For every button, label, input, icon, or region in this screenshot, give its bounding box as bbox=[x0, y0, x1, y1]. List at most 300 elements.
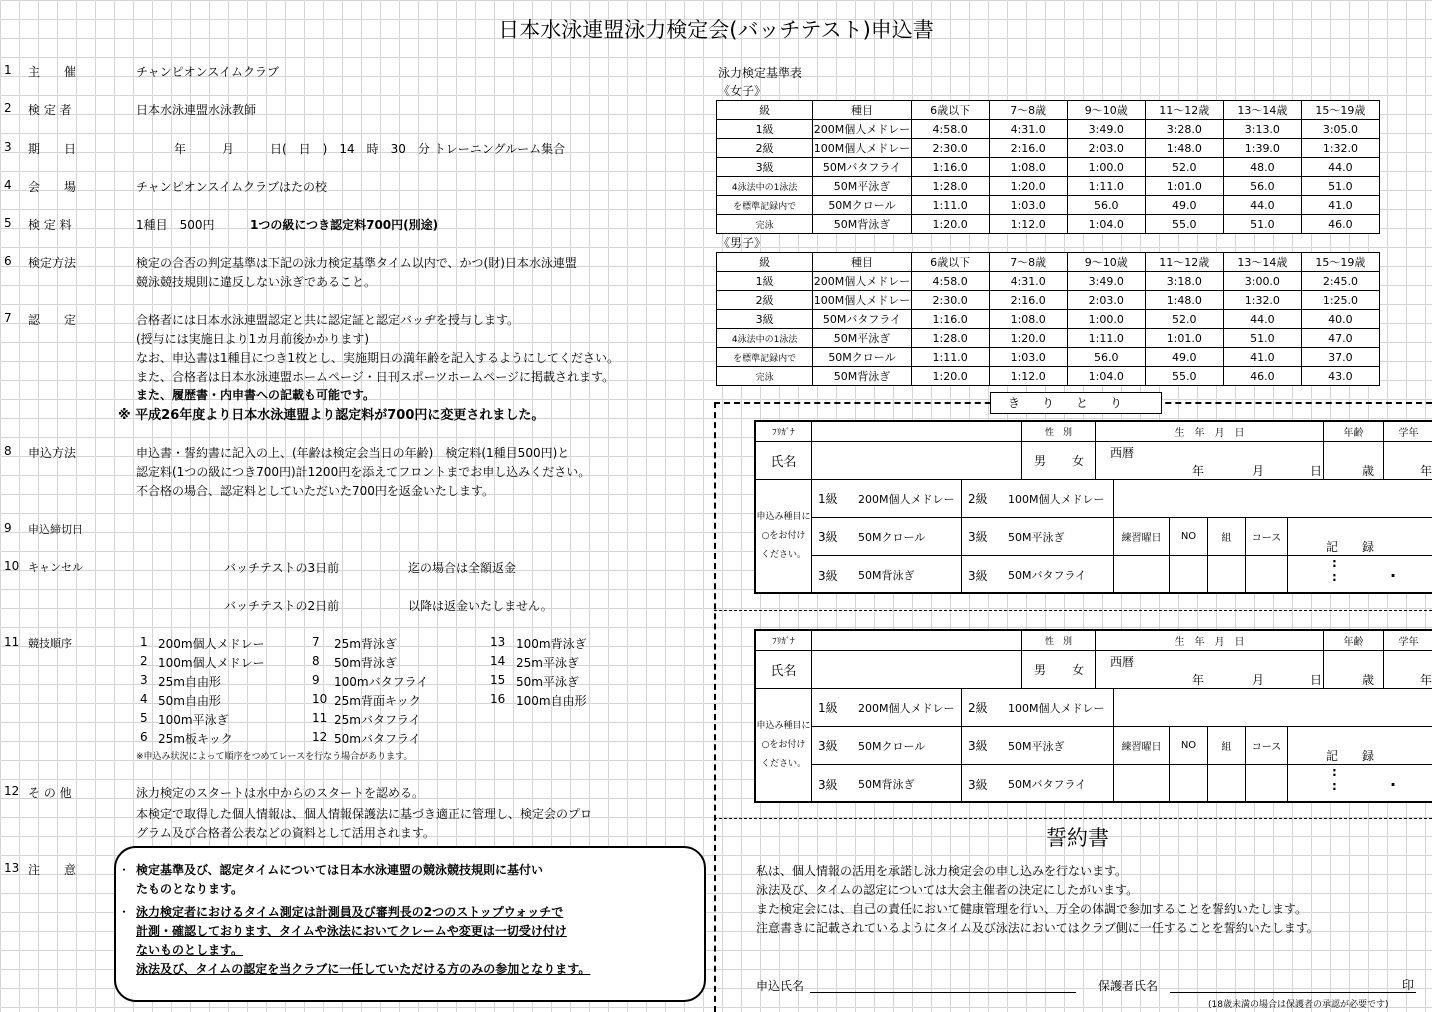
item-number: 3 bbox=[4, 140, 12, 154]
name-label: 氏名 bbox=[756, 442, 812, 480]
race-number: 3 bbox=[140, 673, 148, 687]
cancel-timing: バッチテストの3日前 bbox=[224, 561, 340, 575]
table-row bbox=[717, 177, 1380, 196]
time-cell: 4:31.0 bbox=[989, 120, 1067, 139]
blank-area bbox=[1114, 689, 1432, 727]
event-option[interactable] bbox=[962, 727, 1114, 765]
time-cell: 52.0 bbox=[1145, 310, 1223, 329]
apply-line: 申込書・誓約書に記入の上、(年齢は検定会当日の年齢) 検定料(1種目500円)と bbox=[136, 446, 570, 460]
name-field[interactable] bbox=[812, 651, 1022, 689]
table-header: 15～19歳 bbox=[1301, 253, 1379, 272]
time-cell: 44.0 bbox=[1223, 310, 1301, 329]
table-header: 級 bbox=[717, 101, 813, 120]
table-row bbox=[717, 310, 1380, 329]
applicant-name-field[interactable] bbox=[810, 976, 1076, 993]
application-form bbox=[754, 420, 1432, 594]
table-header: 9～10歳 bbox=[1067, 101, 1145, 120]
caution-line: 検定基準及び、認定タイムについては日本水泳連盟の競泳競技規則に基付い bbox=[136, 863, 544, 877]
item-label: 注 意 bbox=[28, 863, 77, 877]
race-number: 2 bbox=[140, 654, 148, 668]
event-name: 200M個人メドレー bbox=[858, 701, 955, 715]
group-field[interactable] bbox=[1208, 556, 1246, 592]
time-cell: 1:28.0 bbox=[911, 177, 989, 196]
time-cell: 1:20.0 bbox=[911, 367, 989, 386]
time-cell: 1:11.0 bbox=[911, 196, 989, 215]
fee-value: 1種目 500円 bbox=[136, 218, 215, 232]
race-event: 100m背泳ぎ bbox=[516, 637, 587, 651]
item-label: 検定方法 bbox=[28, 256, 77, 270]
fee-change-notice: ※ 平成26年度より日本水泳連盟より認定料が700円に変更されました。 bbox=[118, 408, 545, 423]
time-cell: 52.0 bbox=[1145, 158, 1223, 177]
time-cell: 2:03.0 bbox=[1067, 291, 1145, 310]
age-field[interactable] bbox=[1324, 651, 1384, 689]
table-row bbox=[717, 329, 1380, 348]
race-number: 15 bbox=[490, 673, 506, 687]
event-cell: 100M個人メドレー bbox=[813, 139, 911, 158]
item-number: 4 bbox=[4, 178, 12, 192]
event-option[interactable] bbox=[812, 480, 962, 518]
time-cell: 49.0 bbox=[1145, 196, 1223, 215]
table-row bbox=[717, 139, 1380, 158]
event-grade: 3級 bbox=[818, 777, 838, 792]
item-number: 8 bbox=[4, 444, 12, 458]
caution-line: 計測・確認しております、タイムや泳法においてクレームや変更は一切受け付け bbox=[136, 924, 567, 938]
grade-header: 学年 bbox=[1384, 631, 1432, 651]
event-option[interactable] bbox=[812, 727, 962, 765]
caution-line: ないものとします。 bbox=[136, 943, 244, 957]
time-cell: 1:16.0 bbox=[911, 310, 989, 329]
time-cell: 1:00.0 bbox=[1067, 310, 1145, 329]
method-line: 競泳競技規則に違反しない泳ぎであること。 bbox=[136, 275, 377, 289]
caution-line: 泳法及び、タイムの認定を当クラブに一任していただける方のみの参加となります。 bbox=[136, 962, 591, 976]
practice-day-field[interactable] bbox=[1114, 556, 1170, 592]
item-number: 1 bbox=[4, 63, 12, 77]
table-header: 級 bbox=[717, 253, 813, 272]
gender-header: 性 別 bbox=[1022, 631, 1096, 651]
grade-description: を標準記録内で bbox=[717, 196, 813, 215]
time-cell: 1:08.0 bbox=[989, 158, 1067, 177]
record-field[interactable] bbox=[1288, 556, 1432, 592]
marker-line: ください。 bbox=[760, 549, 806, 560]
table-row bbox=[717, 120, 1380, 139]
time-cell: 1:20.0 bbox=[989, 177, 1067, 196]
grade-description: 完泳 bbox=[717, 367, 813, 386]
pledge-line: 泳法及び、タイムの認定については大会主催者の決定にしたがいます。 bbox=[756, 883, 1139, 897]
girls-label: 《女子》 bbox=[718, 84, 767, 98]
year-unit: 年 bbox=[1192, 464, 1205, 478]
practice-day-header: 練習曜日 bbox=[1114, 518, 1170, 556]
gender-female: 女 bbox=[1072, 663, 1085, 677]
age-unit: 歳 bbox=[1362, 464, 1375, 478]
other-line: 泳力検定のスタートは水中からのスタートを認める。 bbox=[136, 786, 425, 800]
apply-line: 認定料(1つの級につき700円)計1200円を添えてフロントまでお申し込みください。 bbox=[136, 465, 591, 479]
course-field[interactable] bbox=[1246, 765, 1288, 801]
seal-label: 印 bbox=[1402, 978, 1415, 992]
table-header: 7～8歳 bbox=[989, 101, 1067, 120]
event-option[interactable] bbox=[962, 689, 1114, 727]
race-event: 200m個人メドレー bbox=[158, 637, 265, 651]
birthdate-header: 生 年 月 日 bbox=[1096, 422, 1324, 442]
time-cell: 55.0 bbox=[1145, 367, 1223, 386]
event-grade: 2級 bbox=[968, 701, 988, 715]
event-option[interactable] bbox=[812, 689, 962, 727]
gender-header: 性 別 bbox=[1022, 422, 1096, 442]
time-cell: 47.0 bbox=[1301, 329, 1379, 348]
name-field[interactable] bbox=[812, 442, 1022, 480]
event-grade: 3級 bbox=[818, 739, 838, 753]
race-number: 11 bbox=[312, 711, 328, 725]
form-separator bbox=[714, 818, 1432, 819]
item-label: 期 日 bbox=[28, 142, 77, 156]
item-label: キャンセル bbox=[28, 561, 83, 574]
item-label: 申込方法 bbox=[28, 446, 77, 460]
event-name: 100M個人メドレー bbox=[1008, 701, 1105, 715]
event-grade: 3級 bbox=[968, 568, 988, 583]
race-number: 7 bbox=[312, 635, 320, 649]
time-cell: 41.0 bbox=[1301, 196, 1379, 215]
time-cell: 44.0 bbox=[1301, 158, 1379, 177]
record-colon: : bbox=[1332, 570, 1337, 584]
era-label: 西暦 bbox=[1110, 446, 1135, 460]
girls-standards-table bbox=[716, 100, 1380, 234]
time-cell: 2:16.0 bbox=[989, 291, 1067, 310]
time-cell: 2:45.0 bbox=[1301, 272, 1379, 291]
record-label: 記 録 bbox=[1326, 749, 1375, 763]
item-label: そ の 他 bbox=[28, 786, 72, 800]
item-number: 7 bbox=[4, 311, 12, 325]
time-cell: 1:32.0 bbox=[1223, 291, 1301, 310]
grade-cell: 3級 bbox=[717, 310, 813, 329]
event-grade: 3級 bbox=[968, 530, 988, 544]
furigana-field[interactable] bbox=[812, 422, 1022, 442]
day-unit: 日 bbox=[1310, 464, 1323, 478]
grade-header: 学年 bbox=[1384, 422, 1432, 442]
event-cell: 50Mクロール bbox=[813, 196, 911, 215]
practice-day-field[interactable] bbox=[1114, 765, 1170, 801]
group-header: 組 bbox=[1208, 727, 1246, 765]
item-number: 6 bbox=[4, 254, 12, 268]
grade-unit: 年 bbox=[1420, 464, 1432, 478]
time-cell: 56.0 bbox=[1067, 196, 1145, 215]
cert-line: なお、申込書は1種目につき1枚とし、実施期日の満年齢を記入するようにしてください。 bbox=[136, 351, 620, 365]
event-option[interactable] bbox=[812, 518, 962, 556]
group-header: 組 bbox=[1208, 518, 1246, 556]
time-cell: 51.0 bbox=[1223, 215, 1301, 234]
name-label: 氏名 bbox=[756, 651, 812, 689]
time-cell: 43.0 bbox=[1301, 367, 1379, 386]
time-cell: 3:18.0 bbox=[1145, 272, 1223, 291]
table-header: 種目 bbox=[813, 253, 911, 272]
time-cell: 4:58.0 bbox=[911, 272, 989, 291]
cancel-timing: バッチテストの2日前 bbox=[224, 599, 340, 613]
race-number: 16 bbox=[490, 692, 506, 706]
table-row bbox=[717, 215, 1380, 234]
age-field[interactable] bbox=[1324, 442, 1384, 480]
event-name: 50Mクロール bbox=[858, 739, 926, 753]
time-cell: 2:30.0 bbox=[911, 291, 989, 310]
event-option[interactable] bbox=[962, 518, 1114, 556]
grade-description: 4泳法中の1泳法 bbox=[717, 329, 813, 348]
pledge-title: 誓約書 bbox=[1046, 826, 1109, 850]
marker-line: ○をお付け bbox=[761, 530, 806, 541]
table-row bbox=[717, 367, 1380, 386]
time-cell: 4:31.0 bbox=[989, 272, 1067, 291]
time-cell: 3:49.0 bbox=[1067, 120, 1145, 139]
table-row bbox=[717, 158, 1380, 177]
pledge-line: 私は、個人情報の活用を承諾し泳力検定会の申し込みを行ないます。 bbox=[756, 864, 1128, 878]
venue-value: チャンピオンスイムクラブはたの校 bbox=[136, 180, 328, 194]
month-unit: 月 bbox=[1252, 673, 1265, 687]
time-cell: 40.0 bbox=[1301, 310, 1379, 329]
item-number: 11 bbox=[4, 635, 20, 649]
applicant-name-label: 申込氏名 bbox=[756, 979, 805, 993]
era-label: 西暦 bbox=[1110, 655, 1135, 669]
event-option[interactable] bbox=[962, 480, 1114, 518]
time-cell: 3:28.0 bbox=[1145, 120, 1223, 139]
time-cell: 1:25.0 bbox=[1301, 291, 1379, 310]
record-field[interactable] bbox=[1288, 765, 1432, 801]
table-row bbox=[717, 291, 1380, 310]
item-label: 申込締切日 bbox=[28, 523, 83, 536]
time-cell: 44.0 bbox=[1223, 196, 1301, 215]
item-label: 会 場 bbox=[28, 180, 77, 194]
pledge-line: 注意書きに記載されているようにタイム及び泳法においてはクラブ側に一任することを誓約いたします。 bbox=[756, 921, 1319, 935]
race-number: 10 bbox=[312, 692, 328, 706]
time-cell: 1:16.0 bbox=[911, 158, 989, 177]
cut-line-vertical bbox=[714, 402, 716, 1012]
table-header: 9～10歳 bbox=[1067, 253, 1145, 272]
table-header: 15～19歳 bbox=[1301, 101, 1379, 120]
course-field[interactable] bbox=[1246, 556, 1288, 592]
blank-area bbox=[1114, 480, 1432, 518]
race-event: 100m個人メドレー bbox=[158, 656, 265, 670]
time-cell: 56.0 bbox=[1223, 177, 1301, 196]
record-colon: : bbox=[1332, 556, 1337, 570]
bullet: ・ bbox=[118, 905, 131, 919]
cancel-policy: 迄の場合は全額返金 bbox=[408, 561, 517, 575]
guardian-name-field[interactable] bbox=[1170, 976, 1416, 993]
item-label: 検 定 者 bbox=[28, 103, 72, 117]
time-cell: 1:20.0 bbox=[989, 329, 1067, 348]
event-cell: 50M平泳ぎ bbox=[813, 177, 911, 196]
gender-male: 男 bbox=[1034, 663, 1047, 677]
race-number: 8 bbox=[312, 654, 320, 668]
event-cell: 100M個人メドレー bbox=[813, 291, 911, 310]
time-cell: 56.0 bbox=[1067, 348, 1145, 367]
time-cell: 51.0 bbox=[1301, 177, 1379, 196]
birthdate-header: 生 年 月 日 bbox=[1096, 631, 1324, 651]
event-name: 50M背泳ぎ bbox=[858, 778, 915, 791]
page-title: 日本水泳連盟泳力検定会(バッチテスト)申込書 bbox=[498, 18, 934, 42]
race-number: 14 bbox=[490, 654, 506, 668]
event-cell: 50Mバタフライ bbox=[813, 310, 911, 329]
event-name: 50M背泳ぎ bbox=[858, 569, 915, 582]
age-header: 年齢 bbox=[1324, 631, 1384, 651]
race-number: 13 bbox=[490, 635, 506, 649]
time-cell: 1:03.0 bbox=[989, 196, 1067, 215]
date-value: 年 月 日( 日 ) 14 時 30 分 トレーニングルーム集合 bbox=[174, 142, 566, 156]
table-header: 6歳以下 bbox=[911, 253, 989, 272]
time-cell: 4:58.0 bbox=[911, 120, 989, 139]
item-number: 5 bbox=[4, 216, 12, 230]
event-grade: 1級 bbox=[818, 492, 838, 506]
race-event: 50mバタフライ bbox=[334, 732, 421, 746]
race-number: 9 bbox=[312, 673, 320, 687]
practice-day-header: 練習曜日 bbox=[1114, 727, 1170, 765]
race-event: 50m自由形 bbox=[158, 694, 221, 708]
race-event: 25m板キック bbox=[158, 732, 233, 746]
table-header: 11～12歳 bbox=[1145, 253, 1223, 272]
event-name: 200M個人メドレー bbox=[858, 492, 955, 506]
race-number: 4 bbox=[140, 692, 148, 706]
event-cell: 50Mクロール bbox=[813, 348, 911, 367]
event-option[interactable] bbox=[812, 556, 962, 594]
table-header: 13～14歳 bbox=[1223, 101, 1301, 120]
record-label: 記 録 bbox=[1326, 540, 1375, 554]
course-header: コース bbox=[1246, 518, 1288, 556]
race-event: 50m平泳ぎ bbox=[516, 675, 579, 689]
month-unit: 月 bbox=[1252, 464, 1265, 478]
grade-cell: 2級 bbox=[717, 139, 813, 158]
marker-line: 申込み種目に bbox=[756, 720, 811, 731]
boys-label: 《男子》 bbox=[718, 236, 767, 250]
time-cell: 1:11.0 bbox=[1067, 329, 1145, 348]
table-row bbox=[717, 348, 1380, 367]
pledge-line: また検定会には、自己の責任において健康管理を行い、万全の体調で参加することを誓約いたします。 bbox=[756, 902, 1308, 916]
event-grade: 3級 bbox=[818, 568, 838, 583]
event-option[interactable] bbox=[962, 556, 1114, 594]
furigana-label: ﾌﾘｶﾞﾅ bbox=[756, 422, 812, 442]
event-name: 50Mバタフライ bbox=[1008, 569, 1087, 582]
item-number: 2 bbox=[4, 101, 12, 115]
time-cell: 1:04.0 bbox=[1067, 215, 1145, 234]
item-number: 12 bbox=[4, 784, 20, 798]
event-cell: 50Mバタフライ bbox=[813, 158, 911, 177]
time-cell: 1:11.0 bbox=[1067, 177, 1145, 196]
event-option[interactable] bbox=[962, 765, 1114, 803]
event-name: 100M個人メドレー bbox=[1008, 492, 1105, 506]
year-unit: 年 bbox=[1192, 673, 1205, 687]
event-grade: 1級 bbox=[818, 701, 838, 715]
marker-line: ください。 bbox=[760, 758, 806, 769]
table-row bbox=[717, 272, 1380, 291]
other-line: 本検定で取得した個人情報は、個人情報保護法に基づき適正に管理し、検定会のプロ bbox=[136, 807, 593, 821]
event-grade: 3級 bbox=[968, 777, 988, 792]
no-field[interactable] bbox=[1170, 556, 1208, 592]
event-grade: 3級 bbox=[968, 739, 988, 753]
application-form bbox=[754, 629, 1432, 803]
event-name: 50M平泳ぎ bbox=[1008, 530, 1065, 544]
item-label: 認 定 bbox=[28, 313, 77, 327]
time-cell: 1:03.0 bbox=[989, 348, 1067, 367]
event-option[interactable] bbox=[812, 765, 962, 803]
gender-female: 女 bbox=[1072, 454, 1085, 468]
cancel-policy: 以降は返金いたしません。 bbox=[408, 599, 553, 613]
time-cell: 1:00.0 bbox=[1067, 158, 1145, 177]
item-label: 検 定 料 bbox=[28, 218, 72, 232]
grade-unit: 年 bbox=[1420, 673, 1432, 687]
race-event: 100mバタフライ bbox=[334, 675, 429, 689]
item-number: 13 bbox=[4, 861, 20, 875]
fee-note: 1つの級につき認定料700円(別途) bbox=[250, 218, 439, 232]
record-colon: : bbox=[1332, 779, 1337, 793]
event-cell: 200M個人メドレー bbox=[813, 272, 911, 291]
apply-line: 不合格の場合、認定料としていただいた700円を返金いたします。 bbox=[136, 484, 494, 498]
time-cell: 1:48.0 bbox=[1145, 139, 1223, 158]
other-line: グラム及び合格者公表などの資料として活用されます。 bbox=[136, 826, 435, 840]
race-number: 6 bbox=[140, 730, 148, 744]
time-cell: 1:48.0 bbox=[1145, 291, 1223, 310]
event-marker-label bbox=[756, 480, 812, 592]
table-header: 6歳以下 bbox=[911, 101, 989, 120]
race-event: 50m背泳ぎ bbox=[334, 656, 397, 670]
event-cell: 50M背泳ぎ bbox=[813, 215, 911, 234]
course-header: コース bbox=[1246, 727, 1288, 765]
time-cell: 1:20.0 bbox=[911, 215, 989, 234]
event-name: 50Mクロール bbox=[858, 530, 926, 544]
race-number: 5 bbox=[140, 711, 148, 725]
time-cell: 37.0 bbox=[1301, 348, 1379, 367]
time-cell: 1:39.0 bbox=[1223, 139, 1301, 158]
caution-line: たものとなります。 bbox=[136, 882, 244, 896]
time-cell: 3:00.0 bbox=[1223, 272, 1301, 291]
event-name: 50M平泳ぎ bbox=[1008, 739, 1065, 753]
order-note: ※申込み状況によって順序をつめてレースを行なう場合があります。 bbox=[136, 752, 413, 762]
cut-label: きりとり bbox=[990, 392, 1162, 414]
marker-line: 申込み種目に bbox=[756, 511, 811, 522]
time-cell: 48.0 bbox=[1223, 158, 1301, 177]
no-field[interactable] bbox=[1170, 765, 1208, 801]
time-cell: 1:12.0 bbox=[989, 215, 1067, 234]
race-event: 25m自由形 bbox=[158, 675, 221, 689]
cert-line: また、合格者は日本水泳連盟ホームページ・日刊スポーツホームページに掲載されます。 bbox=[136, 370, 615, 384]
record-colon: : bbox=[1332, 765, 1337, 779]
cert-line: (授与には実施日より1カ月前後かかります) bbox=[136, 332, 369, 346]
table-header: 13～14歳 bbox=[1223, 253, 1301, 272]
gender-male: 男 bbox=[1034, 454, 1047, 468]
group-field[interactable] bbox=[1208, 765, 1246, 801]
time-cell: 2:16.0 bbox=[989, 139, 1067, 158]
time-cell: 1:32.0 bbox=[1301, 139, 1379, 158]
standards-title: 泳力検定基準表 bbox=[718, 66, 803, 80]
time-cell: 3:49.0 bbox=[1067, 272, 1145, 291]
event-name: 50Mバタフライ bbox=[1008, 778, 1087, 791]
marker-line: ○をお付け bbox=[761, 739, 806, 750]
time-cell: 41.0 bbox=[1223, 348, 1301, 367]
time-cell: 1:08.0 bbox=[989, 310, 1067, 329]
furigana-field[interactable] bbox=[812, 631, 1022, 651]
record-dot: . bbox=[1390, 771, 1397, 790]
event-cell: 200M個人メドレー bbox=[813, 120, 911, 139]
grade-description: 完泳 bbox=[717, 215, 813, 234]
grade-cell: 1級 bbox=[717, 272, 813, 291]
event-cell: 50M平泳ぎ bbox=[813, 329, 911, 348]
record-dot: . bbox=[1390, 562, 1397, 581]
method-line: 検定の合否の判定基準は下記の泳力検定基準タイム以内で、かつ(財)日本水泳連盟 bbox=[136, 256, 577, 270]
race-event: 25m背面キック bbox=[334, 694, 421, 708]
cert-line: 合格者には日本水泳連盟認定と共に認定証と認定バッヂを授与します。 bbox=[136, 313, 520, 327]
age-unit: 歳 bbox=[1362, 673, 1375, 687]
race-number: 1 bbox=[140, 635, 148, 649]
race-event: 25m平泳ぎ bbox=[516, 656, 579, 670]
age-header: 年齢 bbox=[1324, 422, 1384, 442]
grade-description: を標準記録内で bbox=[717, 348, 813, 367]
form-separator bbox=[714, 610, 1432, 611]
table-header: 11～12歳 bbox=[1145, 101, 1223, 120]
time-cell: 1:04.0 bbox=[1067, 367, 1145, 386]
table-header: 7～8歳 bbox=[989, 253, 1067, 272]
time-cell: 1:11.0 bbox=[911, 348, 989, 367]
